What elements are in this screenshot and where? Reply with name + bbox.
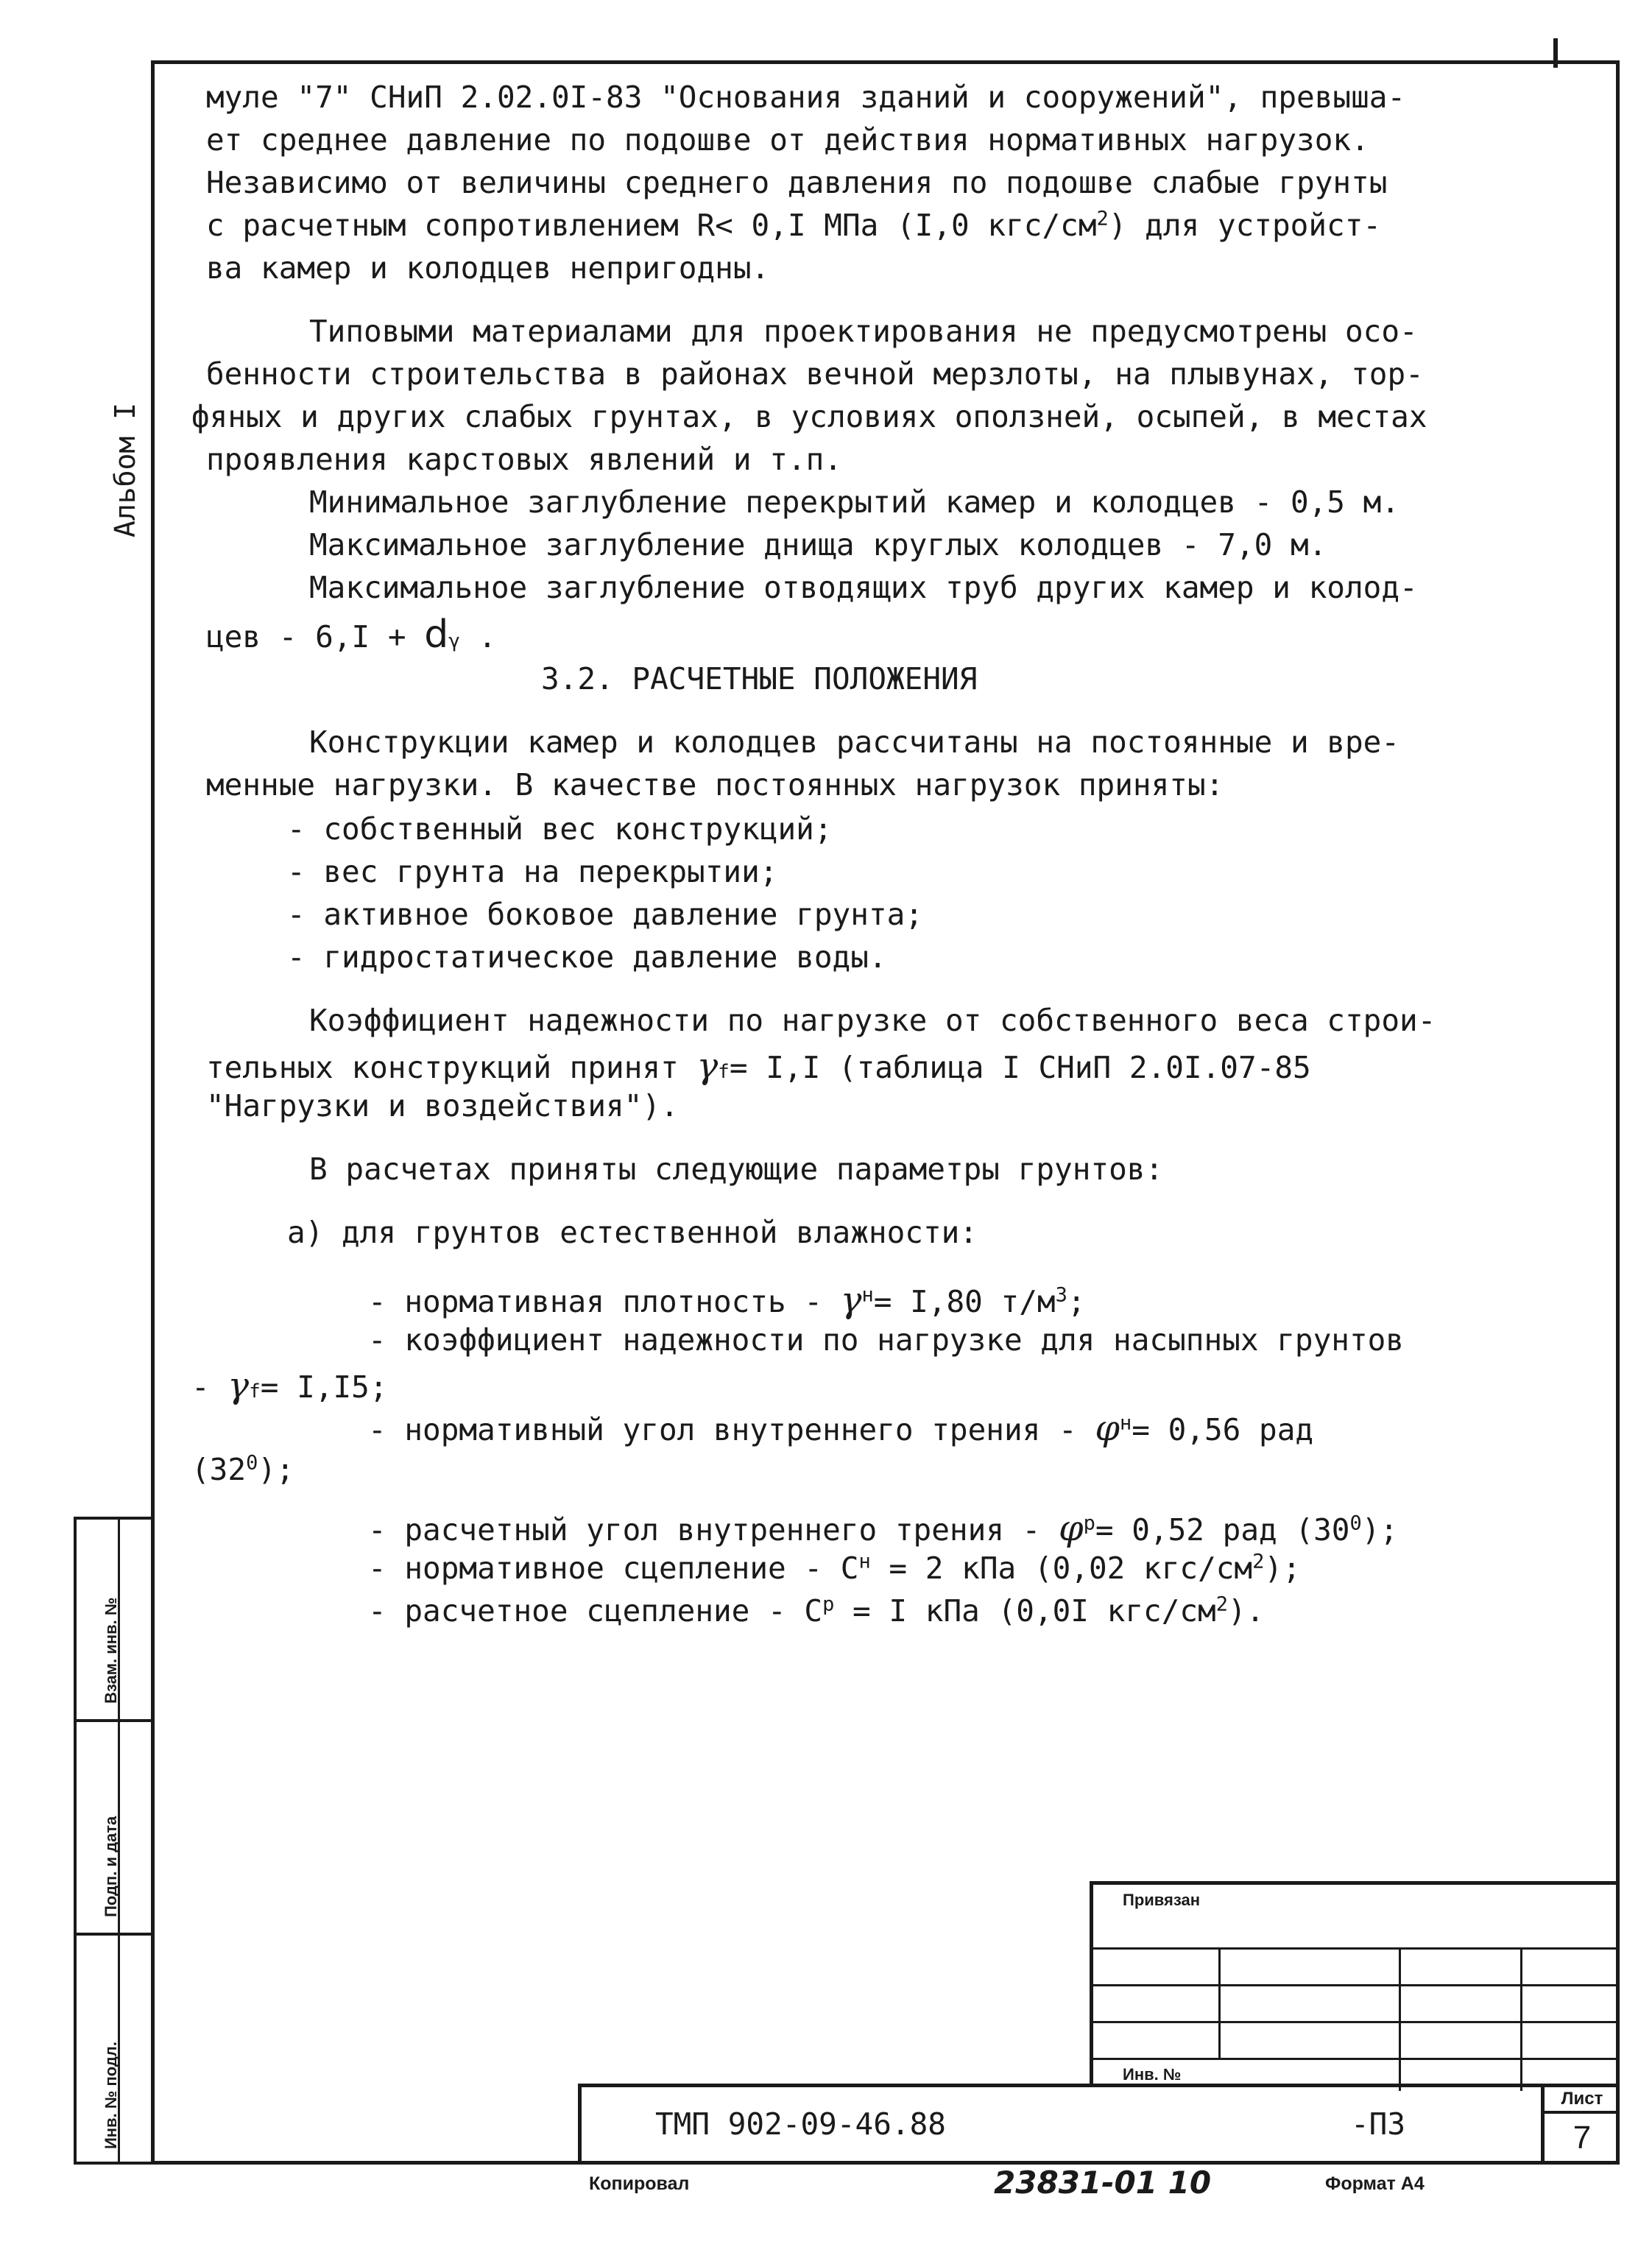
text-line: - γf= I,I5;	[191, 1365, 388, 1406]
stamp-line	[1093, 2021, 1620, 2023]
symbol-phi: φ	[1095, 1408, 1120, 1449]
list-item: - коэффициент надежности по нагрузке для насыпных грунтов	[368, 1322, 1404, 1358]
text-line: фяных и других слабых грунтах, в условиях оползней, осыпей, в местах	[191, 399, 1427, 434]
order-number: 23831-01 10	[994, 2165, 1212, 2201]
text-line: ет среднее давление по подошве от действия нормативных нагрузок.	[206, 122, 1369, 158]
sheet-cell	[1541, 2087, 1620, 2165]
stamp-label-inv: Инв. №	[1123, 2065, 1182, 2084]
strip-cell	[74, 1719, 151, 1933]
text-line: Независимо от величины среднего давления по подошве слабые грунты	[206, 165, 1388, 200]
text-line: Коэффициент надежности по нагрузке от собственного веса строи-	[309, 1003, 1436, 1038]
list-item: - собственный вес конструкций;	[287, 811, 833, 847]
binding-stamp	[1090, 1881, 1620, 2087]
symbol-d: d	[424, 613, 449, 657]
stamp-line	[1093, 2058, 1620, 2060]
list-item: - нормативная плотность - $\gamma^н= I,80$ $т/м^3$;	[368, 1280, 1086, 1321]
strip-label: Инв. № подл.	[102, 2042, 120, 2149]
text-line: бенности строительства в районах вечной мерзлоты, на плывунах, тор-	[206, 356, 1424, 392]
text-line: муле "7" СНиП 2.02.0I-83 "Основания зданий и сооружений", превыша-	[206, 80, 1406, 115]
text-line: Типовыми материалами для проектирования не предусмотрены осо-	[309, 314, 1418, 349]
symbol-phi: φ	[1059, 1508, 1084, 1549]
superscript: 2	[1096, 207, 1109, 230]
corner-mark	[1553, 38, 1558, 68]
list-item: - расчетный угол внутреннего трения - $\varphi^р= 0,52$ рад $(30^0)$;	[368, 1508, 1399, 1549]
symbol-gamma: γ	[840, 1280, 862, 1321]
text-line: Максимальное заглубление днища круглых колодцев - 7,0 м.	[309, 527, 1327, 562]
strip-label: Подп. и дата	[102, 1816, 120, 1917]
stamp-line	[1093, 1947, 1620, 1950]
text-line: ва камер и колодцев непригодны.	[206, 250, 770, 286]
stamp-line	[1218, 1947, 1221, 2058]
sheet-number: 7	[1572, 2120, 1592, 2156]
text-line: $(32^0)$;	[191, 1451, 294, 1487]
text-line: менные нагрузки. В качестве постоянных нагрузок приняты:	[206, 767, 1224, 803]
stamp-label-privyazan: Привязан	[1123, 1891, 1201, 1909]
strip-cell	[74, 1517, 151, 1719]
format-label: Формат А4	[1325, 2173, 1425, 2194]
sheet-label: Лист	[1545, 2087, 1620, 2114]
stamp-line	[1093, 1984, 1620, 1986]
list-item: - активное боковое давление грунта;	[287, 897, 923, 932]
strip-label: Взам. инв. №	[102, 1597, 120, 1704]
section-heading: 3.2. РАСЧЕТНЫЕ ПОЛОЖЕНИЯ	[541, 661, 978, 696]
left-margin-strip	[74, 1517, 151, 2165]
text-line: тельных конструкций принят γf= I,I (таблица I СНиП 2.0I.07-85	[206, 1045, 1311, 1087]
list-item: - вес грунта на перекрытии;	[287, 854, 778, 889]
document-suffix: -ПЗ	[1351, 2106, 1406, 2142]
text-line: Максимальное заглубление отводящих труб других камер и колод-	[309, 570, 1418, 605]
copied-label: Копировал	[589, 2173, 690, 2194]
text-line: а) для грунтов естественной влажности:	[287, 1215, 978, 1250]
text-line: В расчетах приняты следующие параметры грунтов:	[309, 1151, 1164, 1187]
list-item: - нормативное сцепление - $C^н = 2$ кПа (0,02 кгс/$см^2$);	[368, 1550, 1301, 1586]
list-item: - расчетное сцепление - $C^р = I$ кПа (0,0I кгс/$см^2$).	[368, 1592, 1265, 1629]
text-line: Минимальное заглубление перекрытий камер и колодцев - 0,5 м.	[309, 484, 1400, 520]
stamp-line	[1520, 1947, 1522, 2091]
text-line: "Нагрузки и воздействия").	[206, 1088, 679, 1124]
symbol-gamma-f: γ	[696, 1045, 719, 1087]
album-label: Альбом I	[109, 402, 141, 537]
list-item: - гидростатическое давление воды.	[287, 939, 887, 975]
text-line: с расчетным сопротивлением R< 0,I МПа (I,0 кгс/$см^2$) для устройст-	[206, 207, 1382, 243]
strip-cell	[74, 1933, 151, 2165]
text-line: Конструкции камер и колодцев рассчитаны на постоянные и вре-	[309, 724, 1400, 760]
symbol-gamma-f: γ	[227, 1365, 250, 1406]
list-item: - нормативный угол внутреннего трения - $\varphi^н= 0,56$ рад	[368, 1408, 1314, 1449]
stamp-line	[1399, 1947, 1401, 2091]
text-line: проявления карстовых явлений и т.п.	[206, 442, 842, 477]
title-block	[578, 2084, 1620, 2165]
document-code: ТМП 902-09-46.88	[655, 2106, 946, 2142]
text-line: цев - 6,I + dγ .	[206, 613, 497, 657]
